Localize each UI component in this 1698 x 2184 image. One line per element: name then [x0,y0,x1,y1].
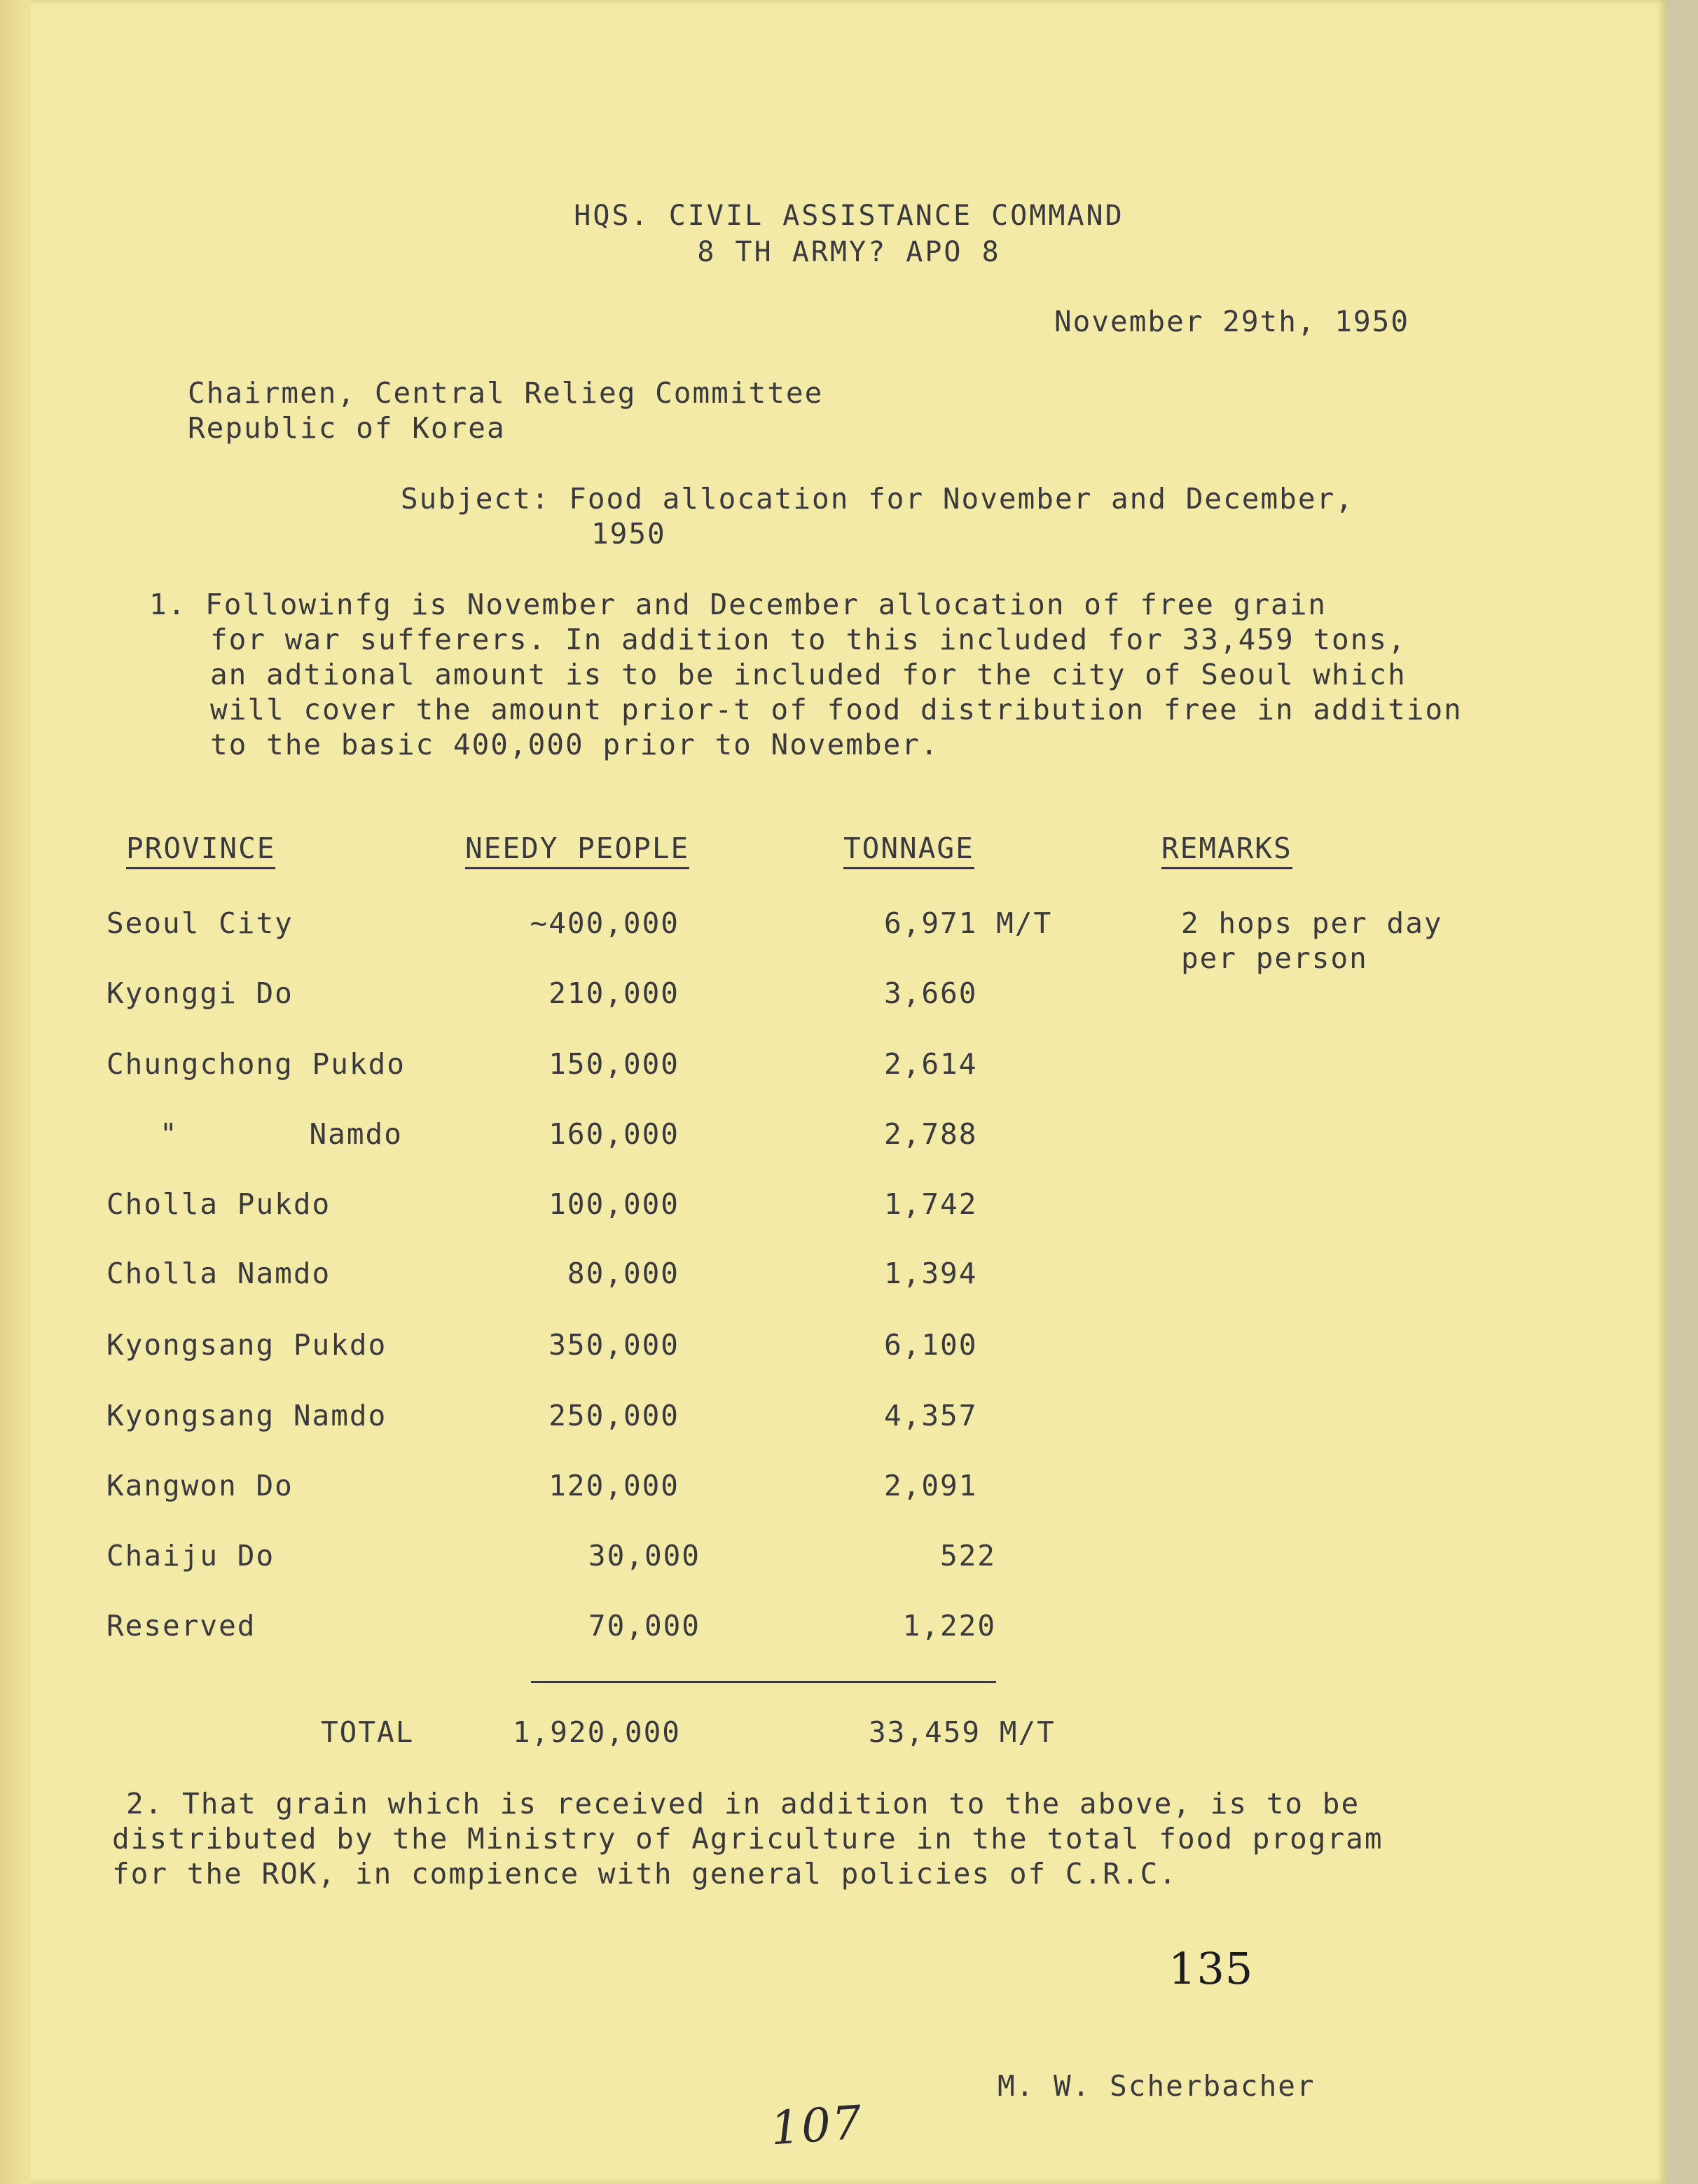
handwritten-number: 107 [768,2095,865,2156]
tonnage-cell: 6,971 M/T [884,906,1053,940]
province-cell: Chaiju Do [106,1539,275,1573]
tonnage-cell: 2,788 [884,1117,978,1151]
remarks-cell-continued: per person [1181,941,1368,975]
scan-background [1666,0,1698,2184]
tonnage-cell: 4,357 [884,1399,978,1432]
people-cell: 80,000 [567,1257,679,1290]
tonnage-cell: 6,100 [884,1328,978,1362]
total-label: TOTAL [321,1715,415,1749]
tonnage-cell: 1,394 [884,1257,978,1290]
tonnage-cell: 3,660 [884,976,978,1010]
signature: M. W. Scherbacher [998,2069,1316,2103]
province-cell: " Namdo [160,1117,403,1151]
people-cell: 70,000 [588,1609,700,1643]
paragraph-1-line-5: to the basic 400,000 prior to November. [210,728,939,761]
header-remarks: REMARKS [1161,831,1292,869]
people-cell: 350,000 [548,1328,679,1362]
province-cell: Cholla Pukdo [106,1187,331,1221]
remarks-cell: 2 hops per day [1181,906,1443,940]
people-cell: 150,000 [548,1047,679,1081]
province-cell: Kyonggi Do [106,976,294,1010]
people-cell: 100,000 [548,1187,679,1221]
total-people: 1,920,000 [512,1715,681,1749]
province-cell: Seoul City [106,906,294,940]
people-cell: ~400,000 [530,906,679,940]
province-cell: Chungchong Pukdo [106,1047,406,1081]
letter-date: November 29th, 1950 [1054,305,1409,338]
subject-line-1: Subject: Food allocation for November and December, [401,482,1354,516]
province-cell: Kyongsang Namdo [106,1399,387,1432]
tonnage-cell: 2,614 [884,1047,978,1081]
paragraph-1-line-4: will cover the amount prior-t of food distribution free in addition [210,693,1463,726]
province-cell: Kyongsang Pukdo [106,1328,387,1362]
tonnage-cell: 1,742 [884,1187,978,1221]
page-left-edge [0,0,31,2184]
recipient-line-1: Chairmen, Central Relieg Committee [188,376,824,410]
province-cell: Reserved [106,1609,256,1643]
header-line-2: 8 TH ARMY? APO 8 [697,236,1001,268]
header-needy-people: NEEDY PEOPLE [465,831,689,869]
total-rule [531,1681,996,1683]
people-cell: 120,000 [548,1469,679,1502]
people-cell: 210,000 [548,976,679,1010]
paragraph-2-line-3: for the ROK, in compience with general policies of C.R.C. [112,1857,1178,1891]
header-province: PROVINCE [126,831,275,869]
paragraph-2-line-1: 2. That grain which is received in addition to the above, is to be [126,1787,1360,1820]
paragraph-1-line-2: for war sufferers. In addition to this included for 33,459 tons, [210,623,1407,656]
paragraph-1-line-1: 1. Followinfg is November and December allocation of free grain [149,588,1327,621]
page-number: 135 [1168,1943,1254,1994]
total-tonnage: 33,459 M/T [869,1715,1056,1749]
recipient-line-2: Republic of Korea [188,411,506,445]
header-line-1: HQS. CIVIL ASSISTANCE COMMAND [574,200,1124,232]
province-cell: Cholla Namdo [106,1257,331,1290]
people-cell: 30,000 [588,1539,700,1573]
people-cell: 160,000 [548,1117,679,1151]
header-tonnage: TONNAGE [843,831,974,869]
tonnage-cell: 2,091 [884,1469,978,1502]
people-cell: 250,000 [548,1399,679,1432]
paragraph-2-line-2: distributed by the Ministry of Agriculture in the total food program [112,1822,1383,1855]
paragraph-1-line-3: an adtional amount is to be included for the city of Seoul which [210,658,1407,691]
tonnage-cell: 1,220 [902,1609,996,1643]
tonnage-cell: 522 [939,1539,996,1573]
province-cell: Kangwon Do [106,1469,294,1502]
subject-line-2: 1950 [591,517,666,551]
